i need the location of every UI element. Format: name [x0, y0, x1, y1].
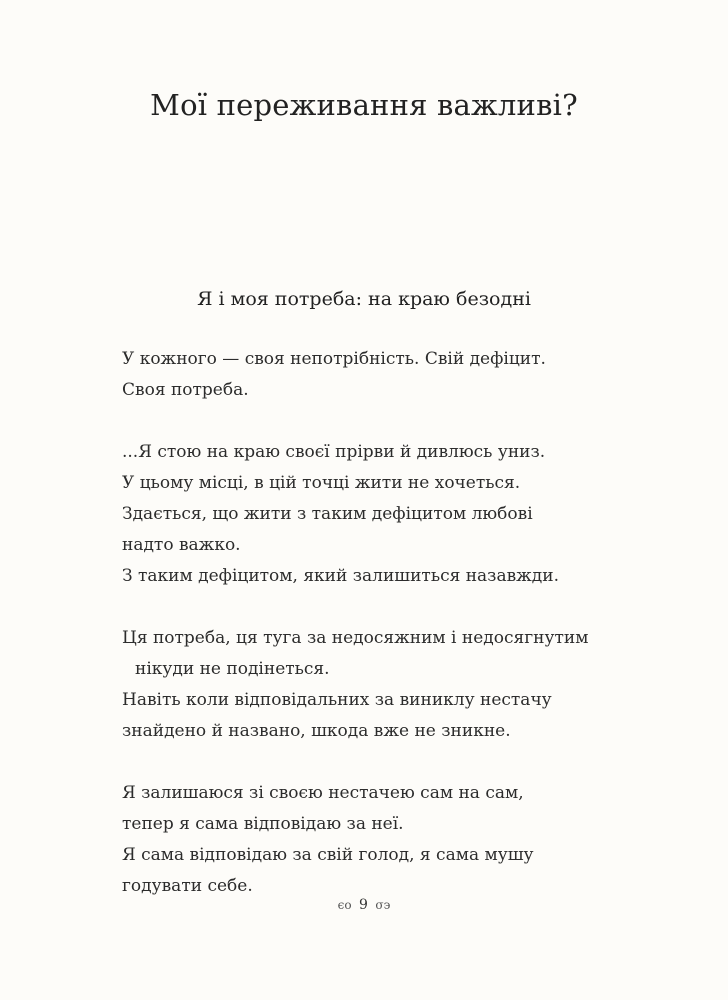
body-text: [122, 344, 642, 933]
paragraph-4: [122, 778, 642, 902]
text-line: Своя потреба.: [122, 380, 249, 400]
paragraph-3: [122, 623, 642, 747]
text-line: тепер я сама відповідаю за неї.: [122, 814, 404, 834]
text-line: Я сама відповідаю за свій голод, я сама мушу: [122, 845, 534, 865]
text-line: Навіть коли відповідальних за виниклу нестачу: [122, 690, 552, 710]
text-line: ...Я стою на краю своєї прірви й дивлюсь униз.: [122, 442, 546, 462]
text-line: Я залишаюся зі своєю нестачею сам на сам,: [122, 783, 524, 803]
text-line: У кожного — своя непотрібність. Свій дефіцит.: [122, 349, 546, 369]
paragraph-2: [122, 437, 642, 592]
text-line: надто важко.: [122, 535, 241, 555]
text-line: У цьому місці, в цій точці жити не хочеться.: [122, 473, 521, 493]
section-title: Я і моя потреба: на краю безодні: [197, 288, 531, 310]
text-line: годувати себе.: [122, 876, 253, 896]
chapter-title: Мої переживання важливі?: [150, 88, 578, 122]
ornament-left-icon: ϵο: [337, 898, 352, 912]
text-line: Здається, що жити з таким дефіцитом любові: [122, 504, 533, 524]
text-line: Ця потреба, ця туга за недосяжним і недосягнутим: [122, 628, 589, 648]
ornament-right-icon: σ϶: [375, 898, 391, 912]
page-number: 9: [359, 897, 368, 913]
text-line: знайдено й названо, шкода вже не зникне.: [122, 721, 511, 741]
text-line: З таким дефіцитом, який залишиться назавжди.: [122, 566, 560, 586]
text-line: нікуди не подінеться.: [135, 659, 330, 679]
page-number-footer: [0, 897, 728, 913]
paragraph-1: [122, 344, 642, 406]
